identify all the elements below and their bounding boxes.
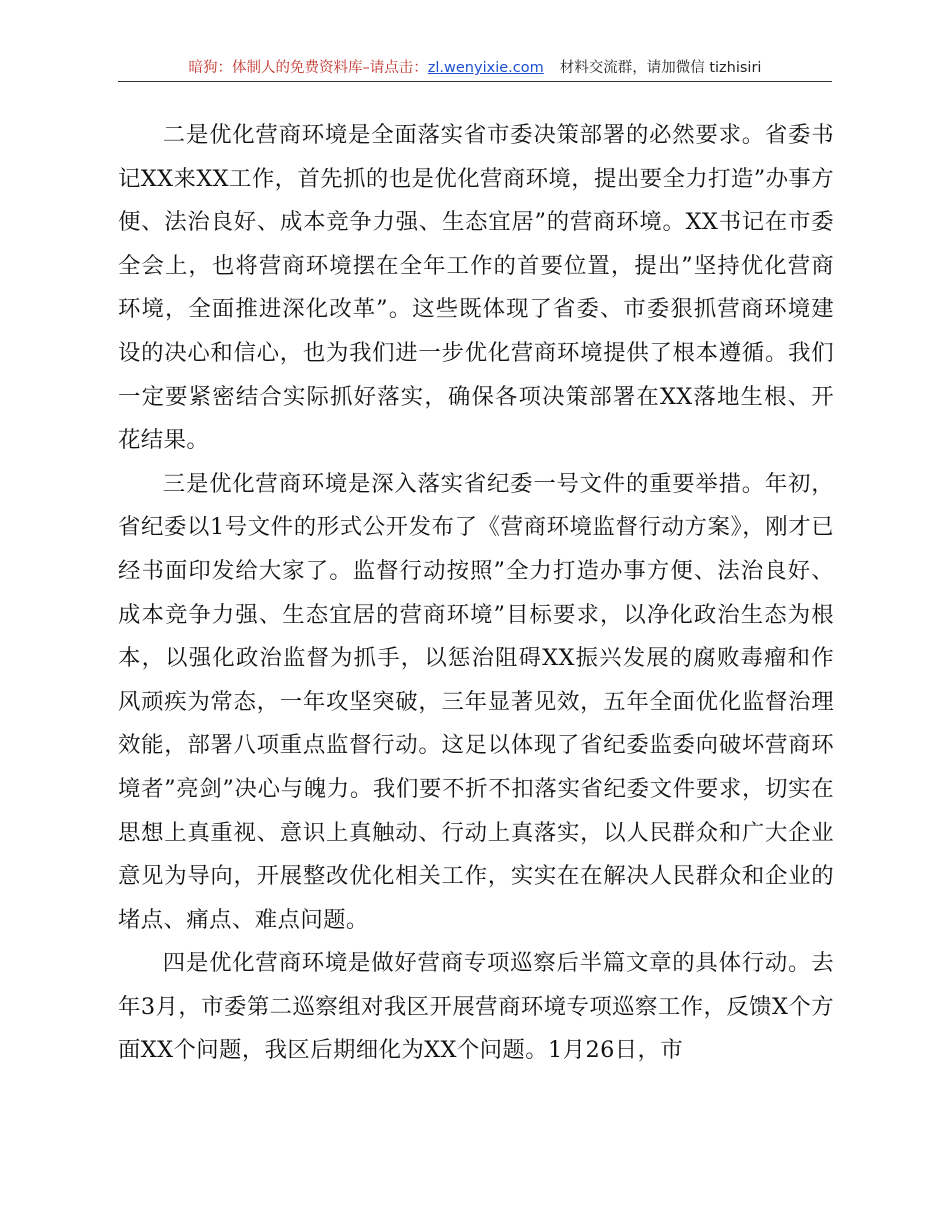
paragraph-2: 二是优化营商环境是全面落实省市委决策部署的必然要求。省委书记XX来XX工作，首先抓的也是优化营商环境，提出要全力打造”办事方便、法治良好、成本竞争力强、生态宜居”的营商环境。XX书记在市委全会上，也将营商环境摆在全年工作的首要位置，提出”坚持优化营商环境，全面推进深化改革”。这些既体现了省委、市委狠抓营商环境建设的决心和信心，也为我们进一步优化营商环境提供了根本遵循。我们一定要紧密结合实际抓好落实，确保各项决策部署在XX落地生根、开花结果。 [118, 122, 834, 454]
header-brand: 暗狗：体制人的免费资料库 [188, 60, 363, 76]
paragraph-4: 四是优化营商环境是做好营商专项巡察后半篇文章的具体行动。去年3月，市委第二巡察组对我区开展营商环境专项巡察工作，反馈X个方面XX个问题，我区后期细化为XX个问题。1月26日，市 [118, 950, 834, 1064]
header-link[interactable]: zl.wenyixie.com [427, 60, 544, 76]
document-body [118, 114, 834, 1073]
page-header [118, 56, 832, 80]
header-divider [118, 81, 832, 82]
header-click-prompt: –请点击： [362, 60, 428, 76]
header-contact: 材料交流群，请加微信 tizhisiri [559, 60, 762, 76]
paragraph-3: 三是优化营商环境是深入落实省纪委一号文件的重要举措。年初，省纪委以1号文件的形式公开发布了《营商环境监督行动方案》，刚才已经书面印发给大家了。监督行动按照”全力打造办事方便、法治良好、成本竞争力强、生态宜居的营商环境”目标要求，以净化政治生态为根本，以强化政治监督为抓手，以惩治阻碍XX振兴发展的腐败毒瘤和作风顽疾为常态，一年攻坚突破，三年显著见效，五年全面优化监督治理效能，部署八项重点监督行动。这足以体现了省纪委监委向破坏营商环境者”亮剑”决心与魄力。我们要不折不扣落实省纪委文件要求，切实在思想上真重视、意识上真触动、行动上真落实，以人民群众和广大企业意见为导向，开展整改优化相关工作，实实在在解决人民群众和企业的堵点、痛点、难点问题。 [118, 470, 834, 933]
